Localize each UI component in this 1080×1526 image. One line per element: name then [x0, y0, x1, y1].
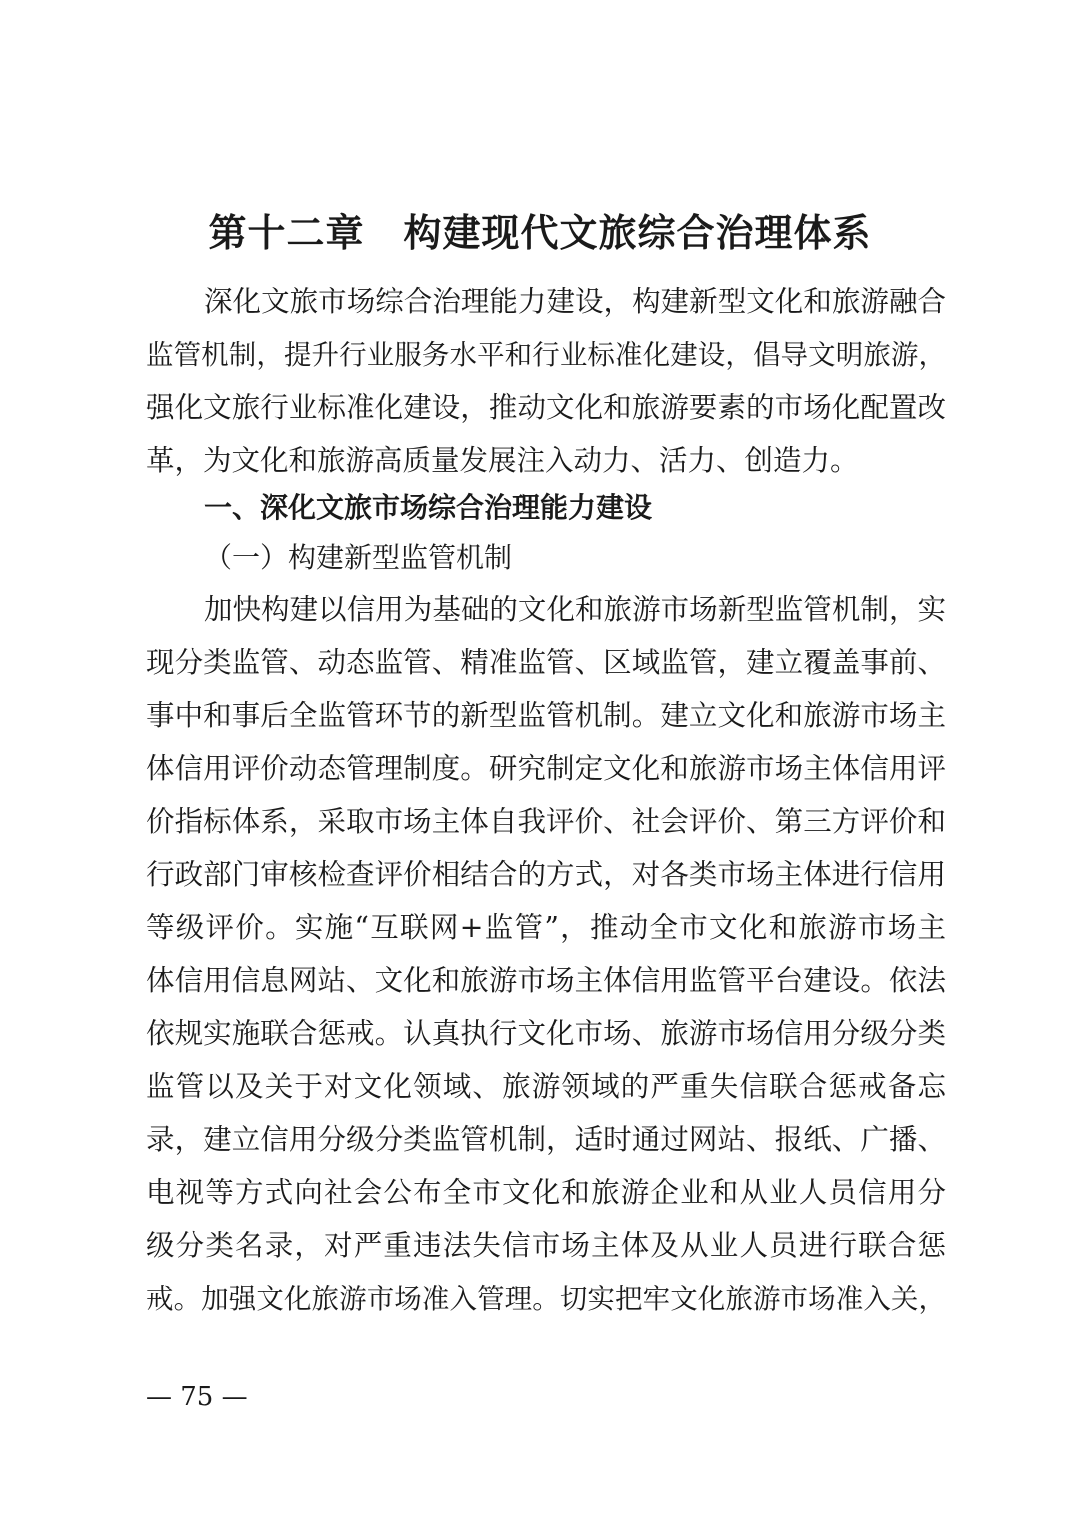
text-line: 体信用信息网站、文化和旅游市场主体信用监管平台建设。依法 — [146, 964, 946, 997]
text-line: 级分类名录，对严重违法失信市场主体及从业人员进行联合惩 — [146, 1229, 946, 1262]
text-line: 事中和事后全监管环节的新型监管机制。建立文化和旅游市场主 — [146, 699, 946, 732]
text-line: 监管机制，提升行业服务水平和行业标准化建设，倡导文明旅游， — [146, 339, 946, 371]
text-line: 录，建立信用分级分类监管机制，适时通过网站、报纸、广播、 — [146, 1123, 946, 1156]
text-line: 强化文旅行业标准化建设，推动文化和旅游要素的市场化配置改 — [146, 391, 946, 424]
text-line: 革，为文化和旅游高质量发展注入动力、活力、创造力。 — [146, 444, 859, 477]
text-line: 行政部门审核检查评价相结合的方式，对各类市场主体进行信用 — [146, 858, 946, 891]
text-line: 等级评价。实施“互联网+监管”，推动全市文化和旅游市场主 — [146, 911, 946, 944]
text-line: 依规实施联合惩戒。认真执行文化市场、旅游市场信用分级分类 — [146, 1017, 946, 1050]
chapter-title: 第十二章 构建现代文旅综合治理体系 — [208, 211, 872, 255]
text-line: 现分类监管、动态监管、精准监管、区域监管，建立覆盖事前、 — [146, 646, 946, 679]
subsection-heading: （一）构建新型监管机制 — [204, 541, 513, 574]
text-line: 戒。加强文化旅游市场准入管理。切实把牢文化旅游市场准入关， — [146, 1283, 946, 1315]
text-line: 深化文旅市场综合治理能力建设，构建新型文化和旅游融合 — [204, 285, 946, 318]
text-line: 价指标体系，采取市场主体自我评价、社会评价、第三方评价和 — [146, 805, 946, 838]
text-line: 监管以及关于对文化领域、旅游领域的严重失信联合惩戒备忘 — [146, 1070, 946, 1103]
page-number: — 75 — — [146, 1382, 248, 1412]
text-line: 体信用评价动态管理制度。研究制定文化和旅游市场主体信用评 — [146, 752, 946, 785]
text-line: 加快构建以信用为基础的文化和旅游市场新型监管机制，实 — [204, 593, 946, 626]
text-line: 电视等方式向社会公布全市文化和旅游企业和从业人员信用分 — [146, 1176, 946, 1209]
section-heading: 一、深化文旅市场综合治理能力建设 — [204, 491, 653, 524]
